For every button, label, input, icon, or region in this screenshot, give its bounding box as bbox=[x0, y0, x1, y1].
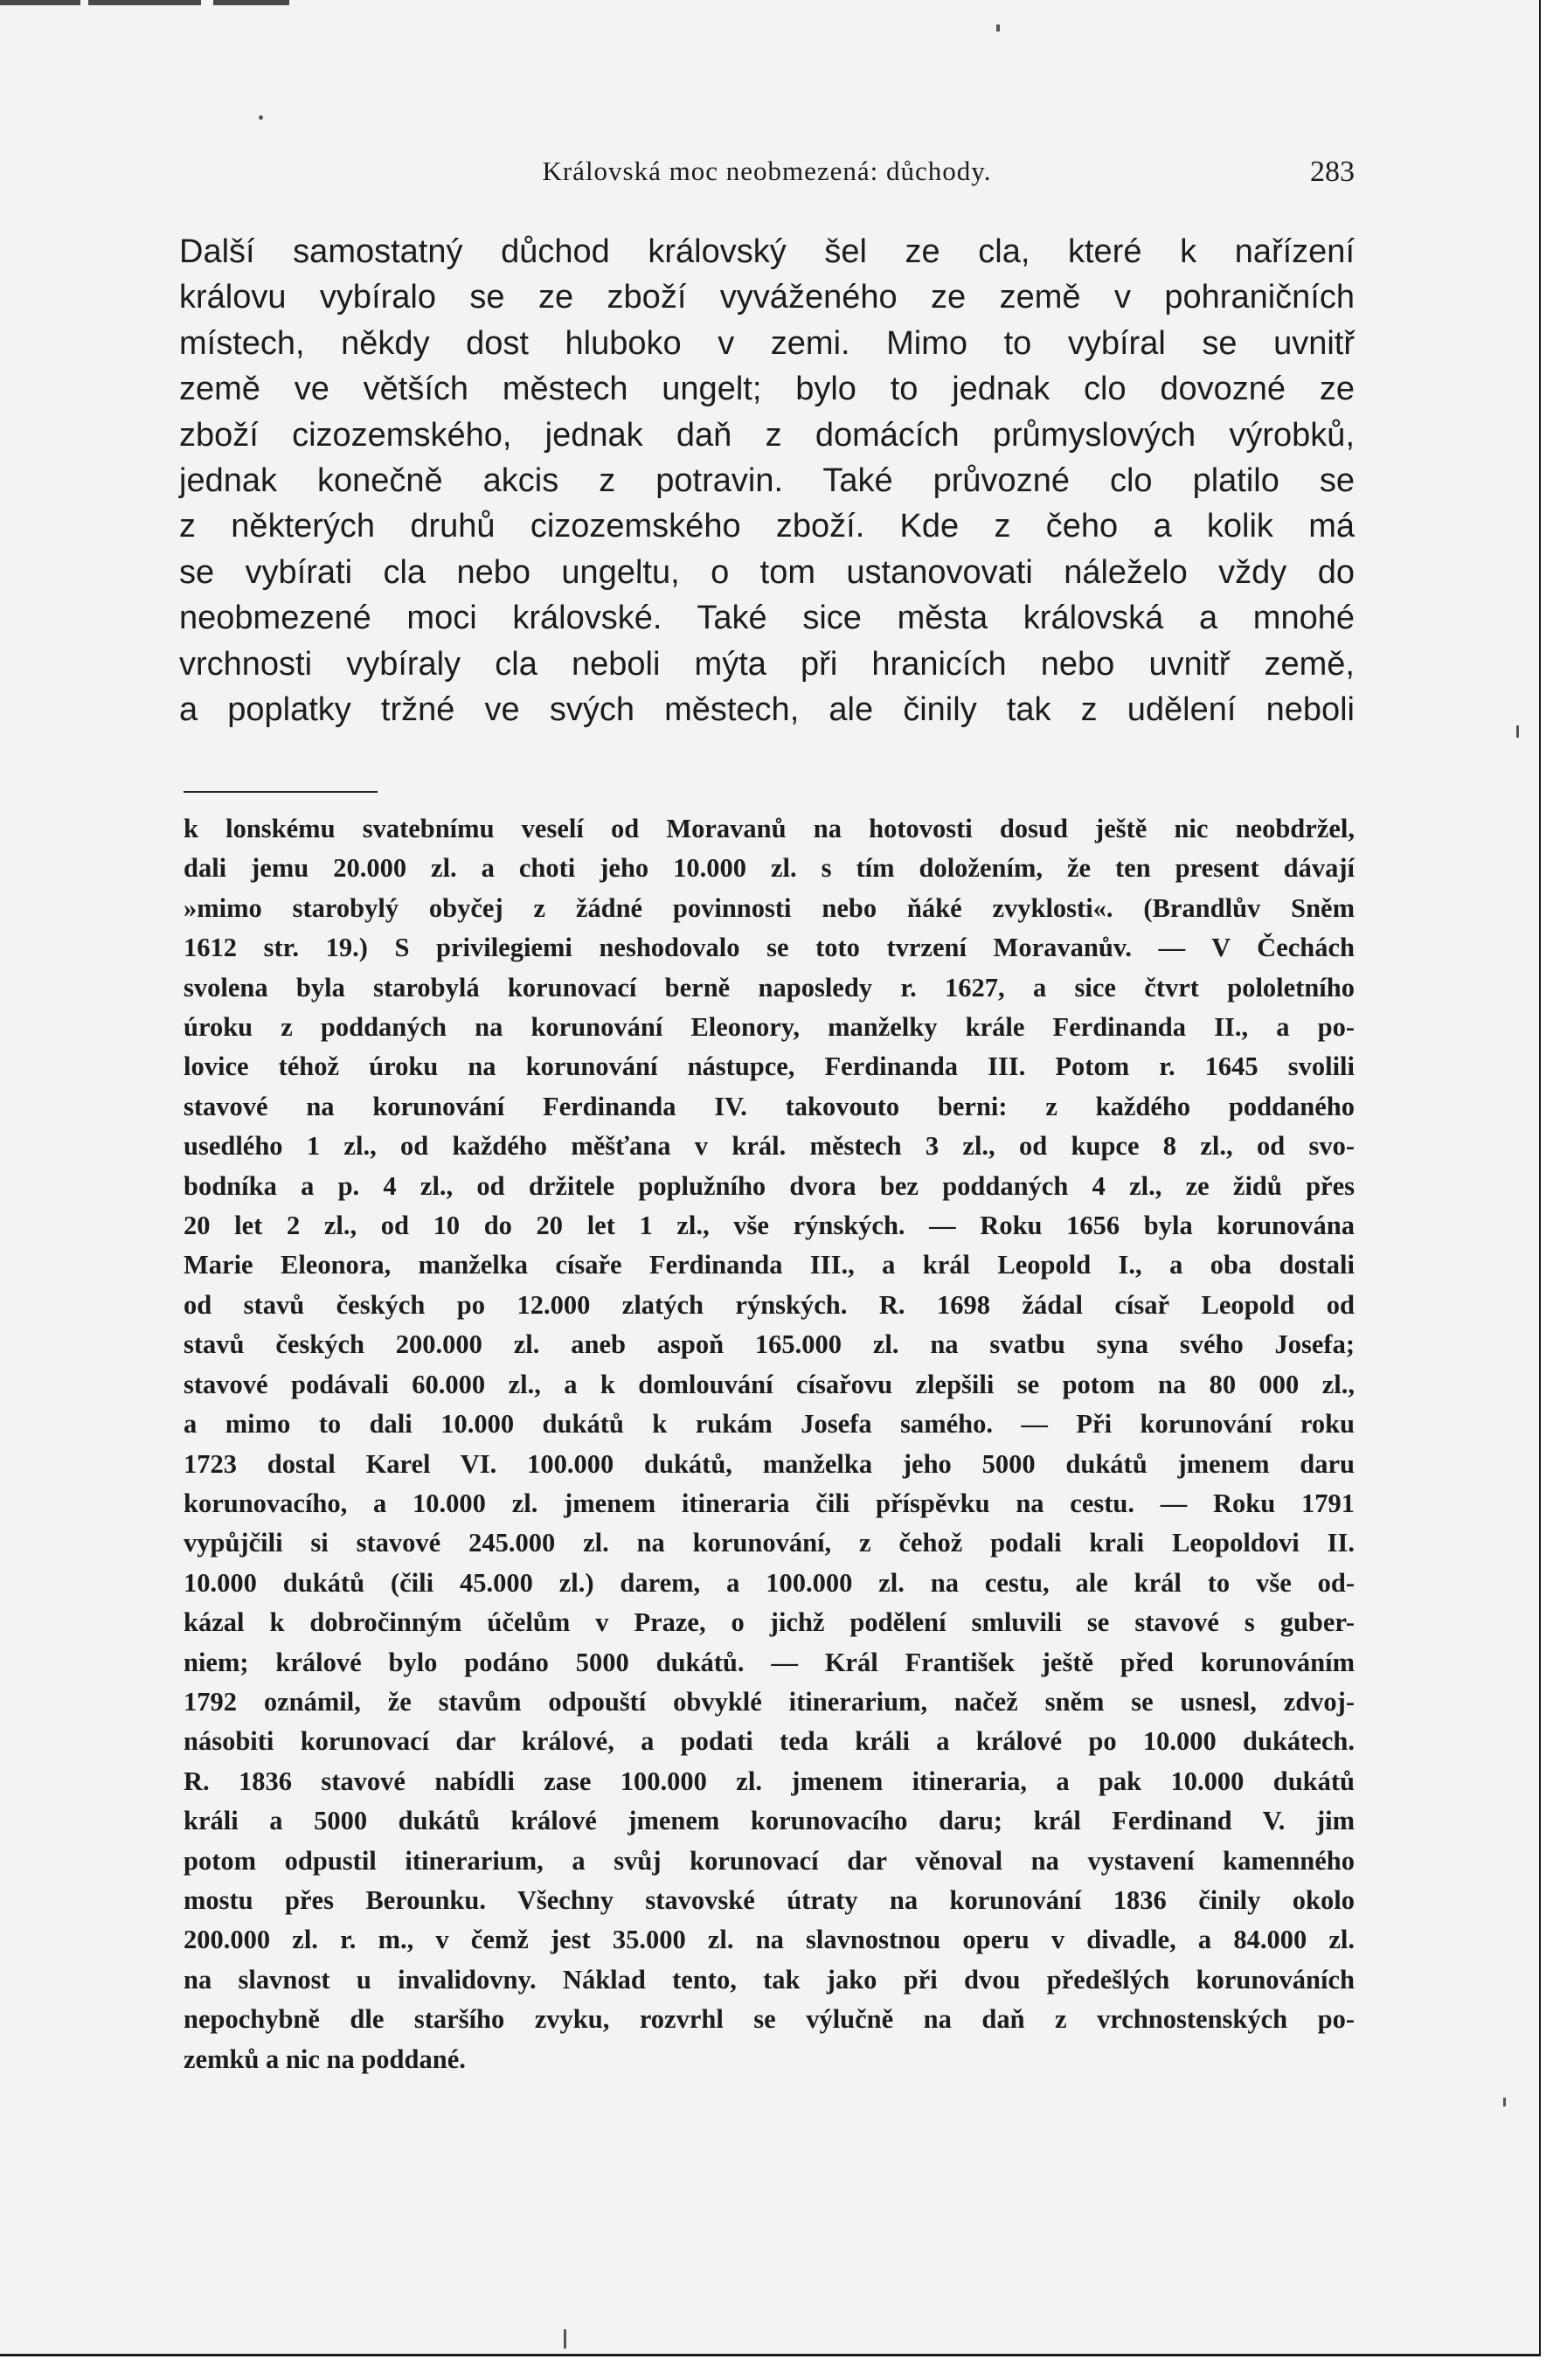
body-line: Další samostatný důchod královský šel ze cla, které k nařízení bbox=[179, 233, 1355, 270]
body-line: z některých druhů cizozemského zboží. Kde z čeho a kolik má bbox=[179, 508, 1355, 545]
footnote-line: 1792 oznámil, že stavům odpouští obvyklé itinerarium, načež sněm se usnesl, zdvoj- bbox=[184, 1686, 1355, 1717]
footnote-line: od stavů českých po 12.000 zlatých rýnských. R. 1698 žádal císař Leopold od bbox=[184, 1289, 1355, 1320]
footnote-line: niem; králové bylo podáno 5000 dukátů. — Král František ještě před korunováním bbox=[184, 1647, 1355, 1677]
footnote-line: lovice téhož úroku na korunování nástupce, Ferdinanda III. Potom r. 1645 svolili bbox=[184, 1051, 1355, 1082]
running-title: Královská moc neobmezená: důchody. bbox=[542, 156, 992, 186]
body-line: a poplatky tržné ve svých městech, ale činily tak z udělení neboli bbox=[179, 691, 1355, 729]
footnote-line: R. 1836 stavové nabídli zase 100.000 zl. jmenem itineraria, a pak 10.000 dukátů bbox=[184, 1766, 1355, 1796]
footnote-line: 1612 str. 19.) S privilegiemi neshodovalo se toto tvrzení Moravanův. — V Čechách bbox=[184, 933, 1355, 963]
body-line: místech, někdy dost hluboko v zemi. Mimo to vybíral se uvnitř bbox=[179, 324, 1355, 362]
footnote-line: stavů českých 200.000 zl. aneb aspoň 165.000 zl. na svatbu syna svého Josefa; bbox=[184, 1329, 1355, 1360]
footnote-separator bbox=[184, 791, 378, 793]
footnote-line: korunovacího, a 10.000 zl. jmenem itineraria čili příspěvku na cestu. — Roku 1791 bbox=[184, 1488, 1355, 1518]
footnote-line: na slavnost u invalidovny. Náklad tento, tak jako při dvou předešlých korunováních bbox=[184, 1964, 1355, 1995]
scan-edge-mark bbox=[0, 0, 402, 5]
footnote-line: 20 let 2 zl., od 10 do 20 let 1 zl., vše rýnských. — Roku 1656 byla korunována bbox=[184, 1211, 1355, 1241]
body-line: zboží cizozemského, jednak daň z domácích průmyslových výrobků, bbox=[179, 416, 1355, 454]
main-paragraph bbox=[179, 229, 1355, 732]
scan-speck bbox=[996, 24, 1000, 31]
body-line: neobmezené moci královské. Také sice města královská a mnohé bbox=[179, 600, 1355, 637]
footnote-line: úroku z poddaných na korunování Eleonory, manželky krále Ferdinanda II., a po- bbox=[184, 1012, 1355, 1043]
footnote-line: kázal k dobročinným účelům v Praze, o jichž podělení smluvili se stavové s guber- bbox=[184, 1607, 1355, 1638]
scan-speck bbox=[1516, 725, 1519, 738]
footnote-line: usedlého 1 zl., od každého měšťana v král. městech 3 zl., od kupce 8 zl., od svo- bbox=[184, 1131, 1355, 1162]
scan-speck bbox=[1503, 2098, 1506, 2106]
footnote-line: Marie Eleonora, manželka císaře Ferdinanda III., a král Leopold I., a oba dostali bbox=[184, 1250, 1355, 1280]
body-line: vrchnosti vybíraly cla neboli mýta při hranicích nebo uvnitř země, bbox=[179, 645, 1355, 683]
footnote-line: stavové na korunování Ferdinanda IV. takovouto berni: z každého poddaného bbox=[184, 1091, 1355, 1121]
page-header bbox=[179, 156, 1355, 199]
footnote-line: násobiti korunovací dar králové, a podati teda králi a králové po 10.000 dukátech. bbox=[184, 1726, 1355, 1757]
footnote-line: svolena byla starobylá korunovací berně naposledy r. 1627, a sice čtvrt pololetního bbox=[184, 972, 1355, 1003]
footnote-line: dali jemu 20.000 zl. a choti jeho 10.000 zl. s tím doložením, že ten present dávají bbox=[184, 853, 1355, 884]
scan-speck bbox=[564, 2329, 566, 2349]
footnote-line: 10.000 dukátů (čili 45.000 zl.) darem, a 100.000 zl. na cestu, ale král to vše od- bbox=[184, 1567, 1355, 1598]
footnote-line: stavové podávali 60.000 zl., a k domlouvání císařovu zlepšili se potom na 80 000 zl., bbox=[184, 1369, 1355, 1399]
footnote-line: k lonskému svatebnímu veselí od Moravanů na hotovosti dosud ještě nic neobdržel, bbox=[184, 814, 1355, 843]
footnote-line: zemků a nic na poddané. bbox=[184, 2043, 466, 2074]
footnote-line: bodníka a p. 4 zl., od držitele poplužního dvora bez poddaných 4 zl., ze židů přes bbox=[184, 1170, 1355, 1201]
body-line: jednak konečně akcis z potravin. Také průvozné clo platilo se bbox=[179, 462, 1355, 500]
footnote-line: vypůjčili si stavové 245.000 zl. na korunování, z čehož podali krali Leopoldovi II. bbox=[184, 1528, 1355, 1558]
footnote-line: 1723 dostal Karel VI. 100.000 dukátů, manželka jeho 5000 dukátů jmenem daru bbox=[184, 1448, 1355, 1479]
footnote-line: »mimo starobylý obyčej z žádné povinnosti nebo ňáké zvyklosti«. (Brandlův Sněm bbox=[184, 892, 1355, 923]
footnote-line: králi a 5000 dukátů králové jmenem korunovacího daru; král Ferdinand V. jim bbox=[184, 1806, 1355, 1836]
body-line: země ve větších městech ungelt; bylo to jednak clo dovozné ze bbox=[179, 371, 1355, 408]
body-line: se vybírati cla nebo ungeltu, o tom ustanovovati náleželo vždy do bbox=[179, 553, 1355, 591]
footnote-line: a mimo to dali 10.000 dukátů k rukám Josefa samého. — Při korunování roku bbox=[184, 1409, 1355, 1440]
footnote-line: 200.000 zl. r. m., v čemž jest 35.000 zl. na slavnostnou operu v divadle, a 84.000 zl. bbox=[184, 1925, 1355, 1955]
page-number: 283 bbox=[1310, 156, 1355, 188]
scan-speck bbox=[259, 115, 263, 120]
body-line: královu vybíralo se ze zboží vyváženého ze země v pohraničních bbox=[179, 279, 1355, 316]
footnote-line: potom odpustil itinerarium, a svůj korunovací dar věnoval na vystavení kamenného bbox=[184, 1845, 1355, 1876]
footnote-line: mostu přes Berounku. Všechny stavovské útraty na korunování 1836 činily okolo bbox=[184, 1884, 1355, 1915]
footnote-line: nepochybně dle staršího zvyku, rozvrhl se výlučně na daň z vrchnostenských po- bbox=[184, 2004, 1355, 2035]
footnote-block bbox=[184, 809, 1355, 2079]
